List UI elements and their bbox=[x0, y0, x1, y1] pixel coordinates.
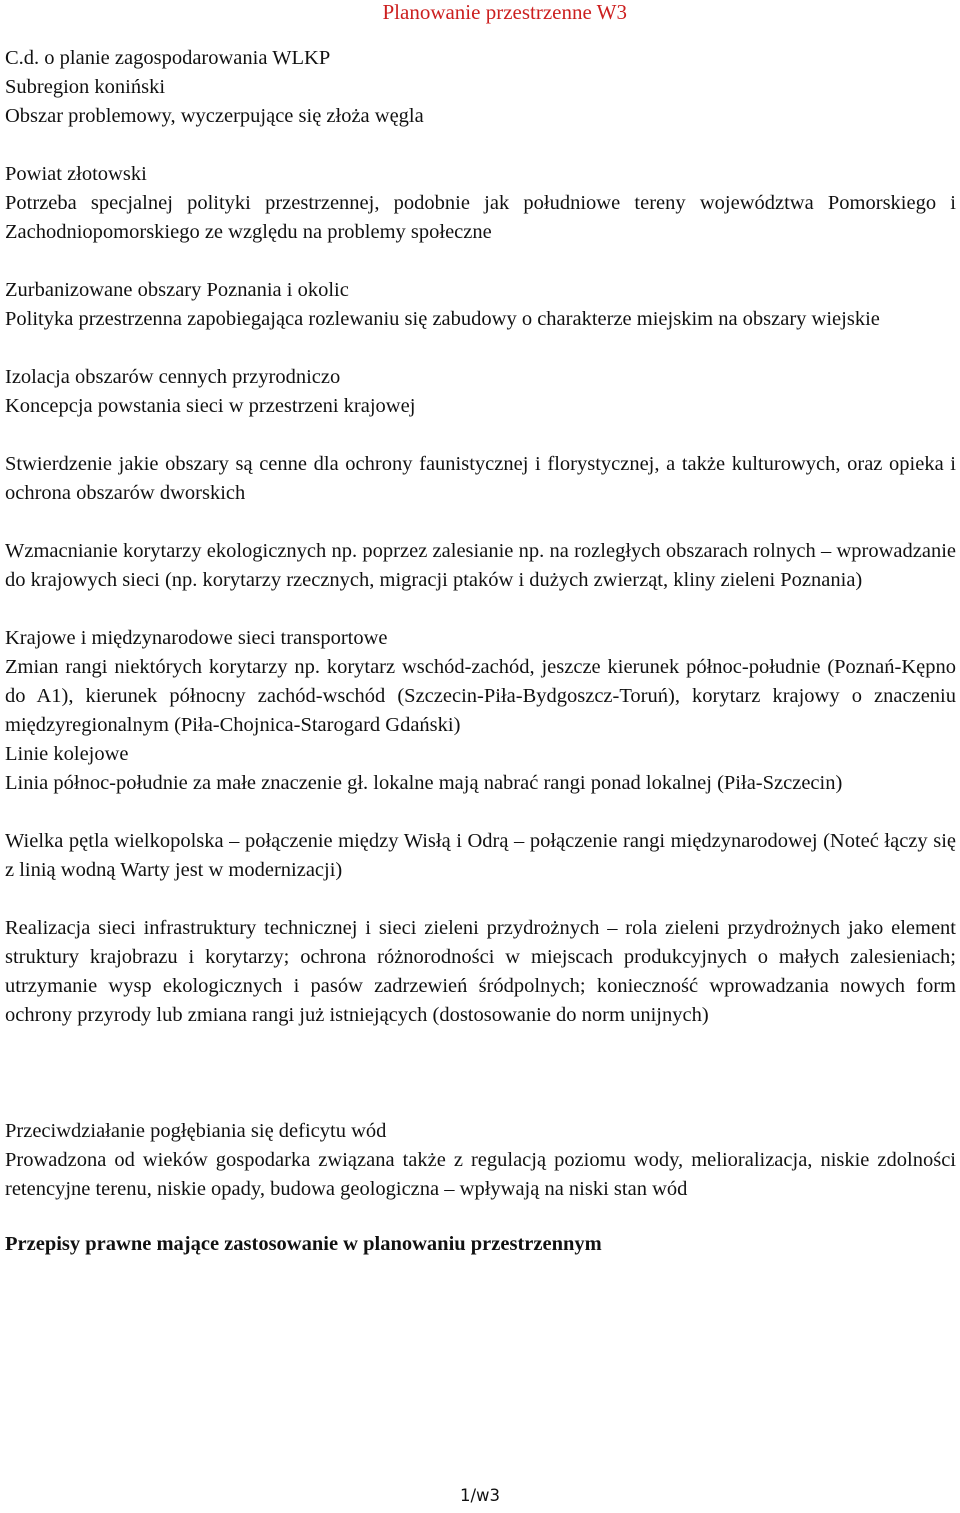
paragraph: Zmian rangi niektórych korytarzy np. korytarz wschód-zachód, jeszcze kierunek północ-południe (Poznań-Kępno do A1), kierunek północny zachód-wschód (Szczecin-Piła-Bydgoszcz-Toruń), korytarz krajowy o znaczeniu międzyregionalnym (Piła-Chojnica-Starogard Gdański) bbox=[5, 656, 956, 736]
subheading: Przeciwdziałanie pogłębiania się deficytu wód bbox=[5, 1120, 387, 1142]
paragraph: Koncepcja powstania sieci w przestrzeni krajowej bbox=[5, 395, 416, 417]
subheading: Powiat złotowski bbox=[5, 163, 147, 185]
paragraph: Polityka przestrzenna zapobiegająca rozlewaniu się zabudowy o charakterze miejskim na obszary wiejskie bbox=[5, 308, 880, 330]
subheading: Krajowe i międzynarodowe sieci transportowe bbox=[5, 627, 388, 649]
subheading: Zurbanizowane obszary Poznania i okolic bbox=[5, 279, 349, 301]
document-body bbox=[5, 44, 956, 1259]
subregion-heading: Subregion koniński bbox=[5, 76, 166, 98]
paragraph: Linia północ-południe za małe znaczenie gł. lokalne mają nabrać rangi ponad lokalnej (Piła-Szczecin) bbox=[5, 772, 843, 794]
paragraph: Wzmacnianie korytarzy ekologicznych np. poprzez zalesianie np. na rozległych obszarach rolnych – wprowadzanie do krajowych sieci (np. korytarzy rzecznych, migracji ptaków i dużych zwierząt, kliny zieleni Poznania) bbox=[5, 540, 956, 591]
paragraph: Stwierdzenie jakie obszary są cenne dla ochrony faunistycznej i florystycznej, a także kulturowych, oraz opieka i ochrona obszarów dworskich bbox=[5, 453, 956, 504]
document-header-title: Planowanie przestrzenne W3 bbox=[382, 0, 627, 24]
paragraph: Potrzeba specjalnej polityki przestrzennej, podobnie jak południowe tereny województwa Pomorskiego i Zachodniopomorskiego ze względu na problemy społeczne bbox=[5, 192, 956, 243]
page-number: 1/w3 bbox=[459, 1486, 501, 1505]
paragraph: Prowadzona od wieków gospodarka związana także z regulacją poziomu wody, melioralizacja, niskie zdolności retencyjne terenu, niskie opady, budowa geologiczna – wpływają na niski stan wód bbox=[5, 1149, 956, 1200]
section-heading: C.d. o planie zagospodarowania WLKP bbox=[5, 47, 331, 69]
bold-heading: Przepisy prawne mające zastosowanie w planowaniu przestrzennym bbox=[5, 1233, 602, 1255]
subheading: Izolacja obszarów cennych przyrodniczo bbox=[5, 366, 341, 388]
paragraph: Realizacja sieci infrastruktury technicznej i sieci zieleni przydrożnych – rola zieleni przydrożnych jako element struktury krajobrazu i korytarzy; ochrona różnorodności w miejscach produkcyjnych o małych zalesieniach; utrzymanie wysp ekologicznych i pasów zadrzewień śródpolnych; konieczność wprowadzania nowych form ochrony przyrody lub zmiana rangi już istniejących (dostosowanie do norm unijnych) bbox=[5, 917, 956, 1026]
paragraph: Wielka pętla wielkopolska – połączenie między Wisłą i Odrą – połączenie rangi międzynarodowej (Noteć łączy się z linią wodną Warty jest w modernizacji) bbox=[5, 830, 956, 881]
paragraph: Obszar problemowy, wyczerpujące się złoża węgla bbox=[5, 105, 424, 127]
subheading: Linie kolejowe bbox=[5, 743, 129, 765]
